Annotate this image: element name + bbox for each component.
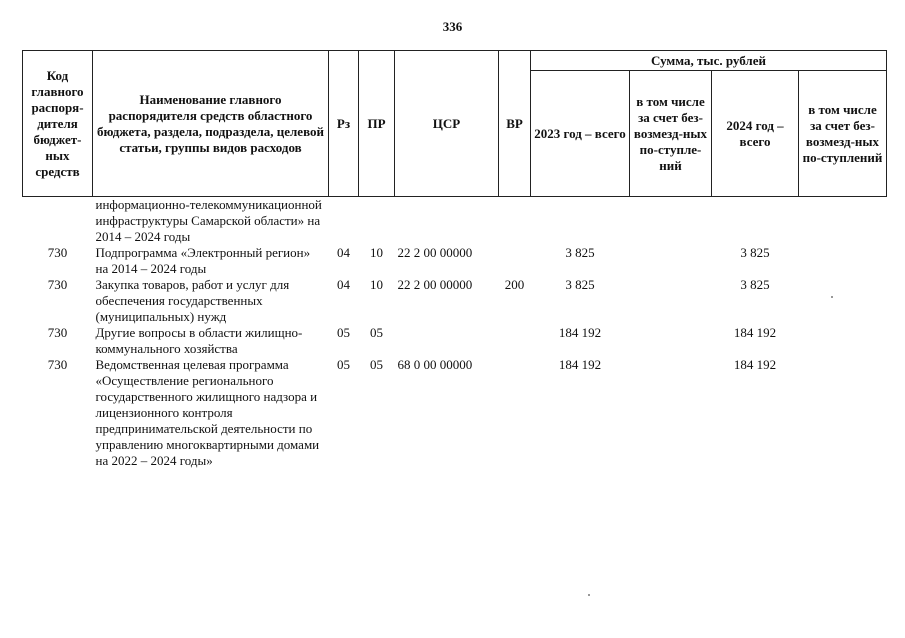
row-vr bbox=[499, 245, 531, 277]
scan-speck bbox=[831, 296, 833, 298]
header-csr: ЦСР bbox=[395, 51, 499, 197]
row-2023-grants bbox=[630, 357, 712, 469]
row-2023-grants bbox=[630, 197, 712, 246]
table-row bbox=[23, 245, 887, 277]
row-csr: 22 2 00 00000 bbox=[397, 277, 473, 292]
header-2023-total: 2023 год – всего bbox=[531, 71, 630, 197]
row-2024-grants bbox=[799, 277, 887, 325]
row-2024-grants bbox=[799, 357, 887, 469]
header-sum-group: Сумма, тыс. рублей bbox=[531, 51, 887, 71]
row-pr: 05 bbox=[370, 325, 383, 340]
row-2023-grants bbox=[630, 277, 712, 325]
row-vr: 200 bbox=[504, 277, 525, 292]
budget-table bbox=[22, 50, 887, 469]
row-csr bbox=[395, 325, 499, 357]
table-row bbox=[23, 197, 887, 246]
row-2023-grants bbox=[630, 245, 712, 277]
row-name: Подпрограмма «Электронный регион» на 2014 – 2024 годы bbox=[95, 245, 311, 276]
row-2024-total: 184 192 bbox=[733, 357, 777, 372]
row-code: 730 bbox=[47, 357, 68, 372]
row-csr: 22 2 00 00000 bbox=[397, 245, 473, 260]
header-pr: ПР bbox=[359, 51, 395, 197]
table-row bbox=[23, 357, 887, 469]
row-code bbox=[23, 197, 93, 246]
row-pr bbox=[359, 197, 395, 246]
row-csr bbox=[395, 197, 499, 246]
header-rz: Рз bbox=[329, 51, 359, 197]
row-csr: 68 0 00 00000 bbox=[397, 357, 473, 372]
row-rz bbox=[329, 197, 359, 246]
row-2023-total: 184 192 bbox=[558, 357, 602, 372]
row-2023-total: 3 825 bbox=[565, 245, 595, 260]
row-vr bbox=[499, 357, 531, 469]
row-code: 730 bbox=[47, 325, 68, 340]
header-code: Код главного распоря-дителя бюджет-ных средств bbox=[23, 51, 93, 197]
header-2024-total: 2024 год – всего bbox=[712, 71, 799, 197]
row-2023-total: 3 825 bbox=[565, 277, 595, 292]
header-2024-grants: в том числе за счет без-возмезд-ных по-ступлений bbox=[799, 71, 887, 197]
page-number: 336 bbox=[442, 19, 463, 34]
header-2023-grants: в том числе за счет без-возмезд-ных по-ступле-ний bbox=[630, 71, 712, 197]
row-vr bbox=[499, 325, 531, 357]
row-2024-grants bbox=[799, 245, 887, 277]
row-pr: 10 bbox=[370, 277, 383, 292]
row-2023-total: 184 192 bbox=[558, 325, 602, 340]
table-body bbox=[23, 197, 887, 470]
row-rz: 05 bbox=[337, 357, 350, 372]
table-header bbox=[23, 51, 887, 197]
row-rz: 04 bbox=[337, 277, 350, 292]
row-2024-total: 3 825 bbox=[740, 277, 770, 292]
row-code: 730 bbox=[47, 245, 68, 260]
row-pr: 10 bbox=[370, 245, 383, 260]
row-2024-grants bbox=[799, 325, 887, 357]
row-name: Закупка товаров, работ и услуг для обеспечения государственных (муниципальных) нужд bbox=[95, 277, 290, 324]
scan-speck bbox=[588, 594, 590, 596]
row-code: 730 bbox=[47, 277, 68, 292]
row-name: Другие вопросы в области жилищно-коммунального хозяйства bbox=[95, 325, 303, 356]
row-name: информационно-телекоммуникационной инфраструктуры Самарской области» на 2014 – 2024 годы bbox=[95, 197, 322, 244]
row-rz: 05 bbox=[337, 325, 350, 340]
table-row bbox=[23, 325, 887, 357]
row-2024-total bbox=[712, 197, 799, 246]
row-rz: 04 bbox=[337, 245, 350, 260]
header-vr: ВР bbox=[499, 51, 531, 197]
row-pr: 05 bbox=[370, 357, 383, 372]
row-2024-grants bbox=[799, 197, 887, 246]
row-2024-total: 3 825 bbox=[740, 245, 770, 260]
table-row bbox=[23, 277, 887, 325]
row-2023-total bbox=[531, 197, 630, 246]
row-name: Ведомственная целевая программа «Осуществление регионального государственного жилищного надзора и лицензионного контроля предпринимательской деятельности по управлению многоквартирными домами на 2022 – 2024 годы» bbox=[95, 357, 320, 468]
row-2023-grants bbox=[630, 325, 712, 357]
row-vr bbox=[499, 197, 531, 246]
header-name: Наименование главного распорядителя средств областного бюджета, раздела, подраздела, целевой статьи, группы видов расходов bbox=[93, 51, 329, 197]
row-2024-total: 184 192 bbox=[733, 325, 777, 340]
